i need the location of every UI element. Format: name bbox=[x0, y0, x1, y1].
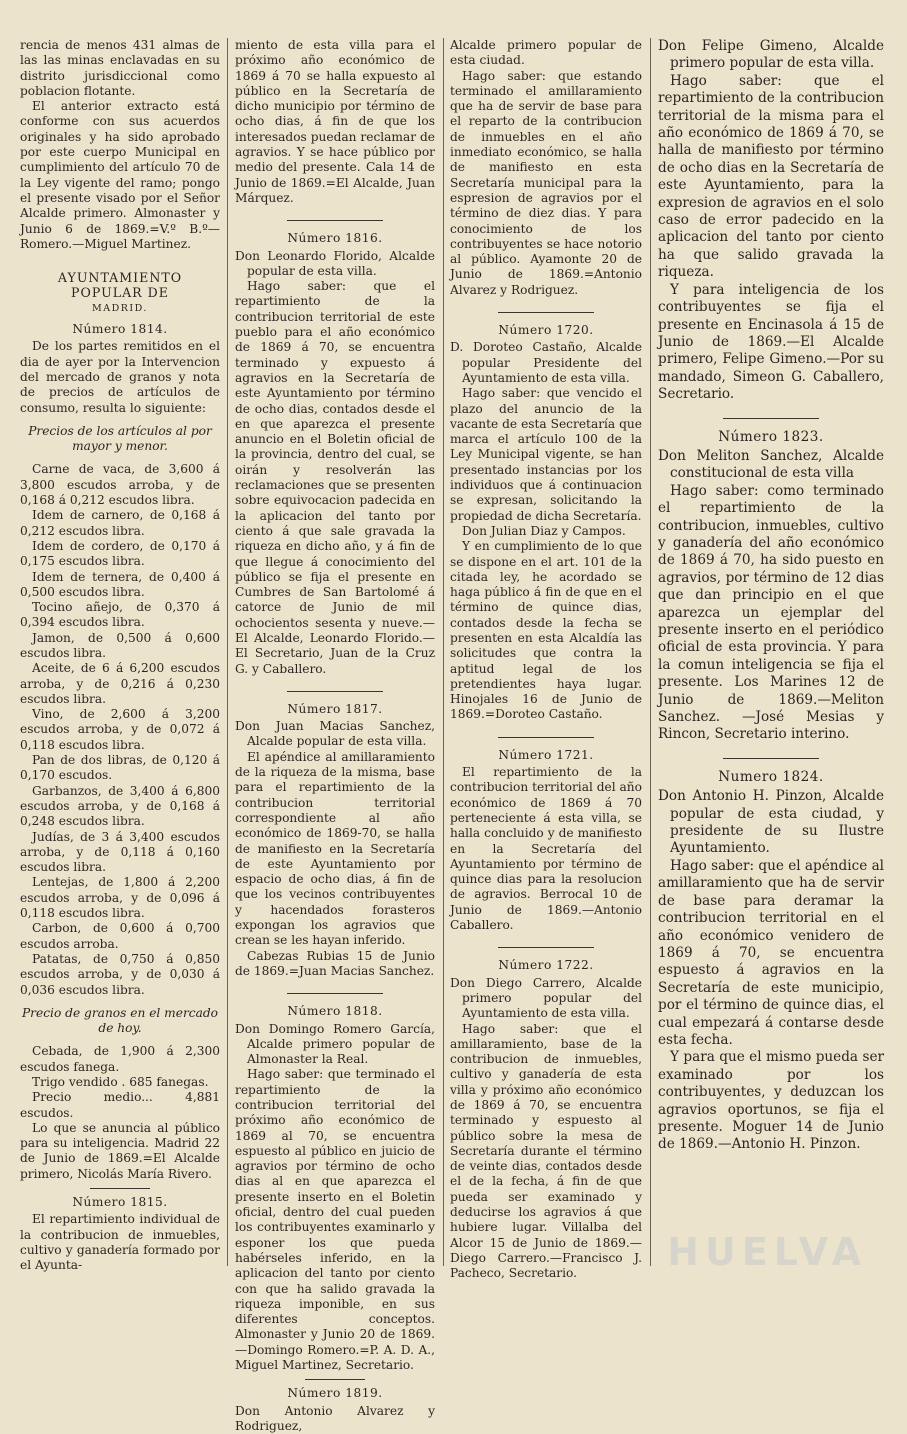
price-item: Vino, de 2,600 á 3,200 escudos arroba, y de 0,072 á 0,118 escudos libra. bbox=[20, 707, 220, 752]
grains-title: Precio de granos en el mercado de hoy. bbox=[21, 1005, 219, 1036]
notice-number: Número 1817. bbox=[287, 701, 383, 716]
notice-header: Don Leonardo Florido, Alcalde popular de esta villa. bbox=[235, 248, 435, 278]
paragraph: Hago saber: como terminado el repartimiento de la contribucion, inmuebles, cultivo y ganadería del año económico de 1869 á 70, ha sido puesto en agravios, por término de 12 dias que dan principio en el que aparezca un ejemplar del presente inserto en el periódico oficial de esta provincia. Y para la comun inteligencia se fija el presente. Los Marines 12 de Junio de 1869.—Meliton Sanchez. —José Mesias y Rincon, Secretario interino. bbox=[658, 482, 884, 743]
column-3 bbox=[450, 38, 642, 1281]
separator bbox=[498, 737, 594, 738]
notice-header: Don Antonio H. Pinzon, Alcalde popular de esta ciudad, y presidente de su Ilustre Ayuntamiento. bbox=[658, 788, 884, 857]
prices-title: Precios de los artículos al por mayor y menor. bbox=[28, 423, 212, 454]
paragraph: Hago saber: que el repartimiento de la contribucion territorial de la misma para el año económico de 1869 á 70, se halla de manifiesto por término de ocho dias en la Secretaría de este Ayuntamiento, para la expresion de agravios en el solo caso de error padecido en la aplicacion del tanto por ciento ha que salido gravada la riqueza. bbox=[658, 72, 884, 281]
paragraph: Hago saber: que el repartimiento de la contribucion territorial de este pueblo para el año económico de 1869 á 70, se encuentra terminado y expuesto á agravios en la Secretaría de este Ayuntamiento por término de ocho dias, contados desde el en que aparezca el presente anuncio en el Boletin oficial de la provincia, dentro del cual, se oirán y resolverán las reclamaciones que se presenten sobre equivocacion padecida en la aplicacion del tanto por ciento á que sale gravada la riqueza en dicho año, y á fin de que llegue á conocimiento del público se fija el presente en Cumbres de San Bartolomé á catorce de Junio de mil ochocientos sesenta y nueve.—El Alcalde, Leonardo Florido.—El Secretario, Juan de la Cruz G. y Caballero. bbox=[235, 279, 435, 676]
notice-number: Número 1816. bbox=[287, 231, 383, 246]
paragraph: El repartimiento de la contribucion territorial del año económico de 1869 á 70 perteneciente á esta villa, se halla concluido y de manifiesto en la Secretaría del Ayuntamiento por término de quince dias para la resolucion de agravios. Berrocal 10 de Junio de 1869.—Antonio Caballero. bbox=[450, 765, 642, 933]
notice-header: Don Meliton Sanchez, Alcalde constitucional de esta villa bbox=[658, 447, 884, 482]
paragraph: miento de esta villa para el próximo año económico de 1869 á 70 se halla expuesto al público en la Secretaría de dicho municipio por término de ocho dias, á fin de que los interesados puedan reclamar de agravios. Y se hace público por medio del presente. Cala 14 de Junio de 1869.=El Alcalde, Juan Márquez. bbox=[235, 38, 435, 205]
notice-header: Don Felipe Gimeno, Alcalde primero popular de esta villa. bbox=[658, 38, 884, 72]
notice-header: Don Domingo Romero García, Alcalde primero popular de Almonaster la Real. bbox=[235, 1021, 435, 1067]
separator bbox=[287, 993, 383, 994]
column-2 bbox=[235, 38, 435, 1433]
price-item: Garbanzos, de 3,400 á 6,800 escudos arroba, y de 0,168 á 0,248 escudos libra. bbox=[20, 783, 220, 829]
paragraph: De los partes remitidos en el dia de ayer por la Intervencion del mercado de granos y nota de precios de artículos de consumo, resulta lo siguiente: bbox=[20, 339, 220, 415]
separator bbox=[287, 220, 383, 221]
paragraph: El anterior extracto está conforme con sus acuerdos originales y ha sido aprobado por este cuerpo Municipal en cumplimiento del artículo 70 de la Ley vigente del ramo; pongo el presente visado por el Señor Alcalde primero. Almonaster y Junio 6 de 1869.=V.º B.º—Romero.—Miguel Martinez. bbox=[20, 99, 220, 251]
grain-item: Trigo vendido . 685 fanegas. bbox=[32, 1075, 209, 1089]
price-item: Idem de cordero, de 0,170 á 0,175 escudos libra. bbox=[20, 538, 220, 569]
notice-header: Don Diego Carrero, Alcalde primero popular del Ayuntamiento de esta villa. bbox=[450, 975, 642, 1021]
paragraph: Hago saber: que el apéndice al amillaramiento que ha de servir de base para deramar la contribucion territorial en el año económico venidero de 1869 á 70, se encuentra espuesto á agravios en la Secretaría de este municipio, por el término de quince dias, el cual empezará á contarse desde esta fecha. bbox=[658, 857, 885, 1048]
paragraph: El apéndice al amillaramiento de la riqueza de la misma, base para el repartimiento de la contribucion territorial correspondiente al año económico de 1869-70, se halla de manifiesto en la Secretaría de este Ayuntamiento por espacio de ocho dias, á fin de que los vecinos contribuyentes y hacendados forasteros expongan los agravios que crean se les hayan inferido. bbox=[235, 749, 435, 948]
price-item: Patatas, de 0,750 á 0,850 escudos arroba, y de 0,030 á 0,036 escudos libra. bbox=[20, 951, 220, 997]
price-item: Idem de carnero, de 0,168 á 0,212 escudos libra. bbox=[20, 508, 220, 538]
column-rule bbox=[650, 38, 651, 1266]
paragraph: Hago saber: que vencido el plazo del anuncio de la vacante de esta Secretaría que marca el artículo 100 de la Ley Municipal vigente, se han presentado instancias por los individuos que á continuacion se expresan, solicitando la propiedad de dicha Secretaría. bbox=[450, 386, 642, 523]
separator bbox=[498, 947, 594, 948]
separator bbox=[723, 418, 819, 419]
paragraph: Alcalde primero popular de esta ciudad. bbox=[450, 38, 642, 68]
price-item: Pan de dos libras, de 0,120 á 0,170 escudos. bbox=[20, 753, 220, 783]
notice-number: Número 1720. bbox=[498, 323, 594, 338]
price-item: Carbon, de 0,600 á 0,700 escudos arroba. bbox=[20, 921, 220, 951]
price-item: Jamon, de 0,500 á 0,600 escudos libra. bbox=[20, 630, 220, 660]
notice-header: Don Juan Macias Sanchez, Alcalde popular de esta villa. bbox=[235, 719, 435, 749]
price-item: Judías, de 3 á 3,400 escudos arroba, y de 0,118 á 0,160 escudos libra. bbox=[20, 829, 220, 875]
notice-number: Número 1722. bbox=[498, 958, 594, 973]
section-subheading: MADRID. bbox=[92, 302, 148, 314]
notice-number: Número 1823. bbox=[718, 428, 824, 445]
paragraph: Hago saber: que el amillaramiento, base de la contribucion de inmuebles, cultivo y ganadería de esta villa y próximo año económico de 1869 á 70, se encuentra terminado y espuesto al público sobre la mesa de Secretaría durante el término de veinte dias, contados desde el de la fecha, á fin de que pueda ser examinado y deducirse los agravios á que hubiere lugar. Villalba del Alcor 15 de Junio de 1869.—Diego Carrero.—Francisco J. Pacheco, Secretario. bbox=[450, 1021, 642, 1281]
paragraph: Y en cumplimiento de lo que se dispone en el art. 101 de la citada ley, he acordado se haga público á fin de que en el término de quince dias, contados desde la fecha se presenten en esta Alcaldía las solicitudes que contra la aptitud legal de los pretendientes haya lugar. Hinojales 16 de Junio de 1869.=Doroteo Castaño. bbox=[450, 539, 642, 722]
separator bbox=[287, 691, 383, 692]
separator bbox=[305, 1379, 365, 1380]
paragraph: Lo que se anuncia al público para su inteligencia. Madrid 22 de Junio de 1869.=El Alcalde primero, Nicolás María Rivero. bbox=[20, 1120, 220, 1181]
paragraph: Don Julian Diaz y Campos. bbox=[462, 523, 626, 538]
price-item: Lentejas, de 1,800 á 2,200 escudos arroba, y de 0,096 á 0,118 escudos libra. bbox=[20, 875, 220, 921]
section-heading: AYUNTAMIENTO POPULAR DE bbox=[57, 270, 183, 301]
notice-header: D. Doroteo Castaño, Alcalde popular Presidente del Ayuntamiento de esta villa. bbox=[450, 340, 642, 385]
separator bbox=[90, 1188, 150, 1189]
column-rule bbox=[227, 38, 228, 1266]
notice-number: Número 1814. bbox=[72, 322, 168, 337]
paragraph: Hago saber: que terminado el repartimiento de la contribucion territorial del próximo año económico de 1869 al 70, se encuentra espuesto al público en juicio de agravios por término de ocho dias al en que aparezca el presente inserto en el Boletin oficial, dentro del cual pueden los contribuyentes examinarlo y esponer los que pueda habérseles inferido, en la aplicacion del tanto por ciento con que ha salido gravada la riqueza imponible, en sus diferentes conceptos. Almonaster y Junio 20 de 1869.—Domingo Romero.=P. A. D. A., Miguel Martinez, Secretario. bbox=[235, 1067, 435, 1373]
grain-item: Cebada, de 1,900 á 2,300 escudos fanega. bbox=[20, 1044, 220, 1074]
column-1 bbox=[20, 38, 220, 1273]
notice-number: Número 1819. bbox=[287, 1386, 383, 1401]
price-item: Carne de vaca, de 3,600 á 3,800 escudos arroba, y de 0,168 á 0,212 escudos libra. bbox=[20, 462, 220, 508]
paragraph: Cabezas Rubias 15 de Junio de 1869.=Juan Macias Sanchez. bbox=[235, 948, 435, 978]
price-item: Idem de ternera, de 0,400 á 0,500 escudos libra. bbox=[20, 569, 220, 599]
price-item: Tocino añejo, de 0,370 á 0,394 escudos libra. bbox=[20, 600, 220, 630]
paragraph: rencia de menos 431 almas de las las minas enclavadas en su distrito jurisdiccional como poblacion flotante. bbox=[20, 38, 220, 98]
paragraph: Hago saber: que estando terminado el amillaramiento que ha de servir de base para el reparto de la contribucion de inmuebles en el año inmediato económico, se halla de manifiesto en esta Secretaría municipal para la espresion de agravios por el término de diez dias. Y para conocimiento de los contribuyentes se hace notorio al público. Ayamonte 20 de Junio de 1869.=Antonio Alvarez y Rodriguez. bbox=[450, 68, 642, 297]
paragraph: Y para inteligencia de los contribuyentes se fija el presente en Encinasola á 15 de Junio de 1869.—El Alcalde primero, Felipe Gimeno.—Por su mandado, Simeon G. Caballero, Secretario. bbox=[658, 281, 884, 403]
separator bbox=[723, 758, 819, 759]
separator bbox=[498, 312, 594, 313]
notice-header: Don Antonio Alvarez y Rodriguez, bbox=[235, 1403, 435, 1433]
column-rule bbox=[443, 38, 444, 1266]
grain-item: Precio medio... 4,881 escudos. bbox=[20, 1090, 220, 1120]
newspaper-page bbox=[20, 38, 892, 1433]
column-4 bbox=[658, 38, 884, 1266]
paragraph: Y para que el mismo pueda ser examinado por los contribuyentes, y deduzcan los agravios oportunos, se fija el presente. Moguer 14 de Junio de 1869.—Antonio H. Pinzon. bbox=[658, 1049, 884, 1153]
notice-number: Número 1815. bbox=[72, 1195, 168, 1210]
watermark-text: HUELVA bbox=[667, 1230, 867, 1274]
paragraph: El repartimiento individual de la contribucion de inmuebles, cultivo y ganadería formado por el Ayunta- bbox=[20, 1212, 220, 1273]
price-item: Aceite, de 6 á 6,200 escudos arroba, y de 0,216 á 0,230 escudos libra. bbox=[20, 661, 220, 706]
notice-number: Número 1818. bbox=[287, 1004, 383, 1019]
notice-number: Numero 1824. bbox=[718, 768, 824, 785]
notice-number: Número 1721. bbox=[498, 747, 594, 762]
